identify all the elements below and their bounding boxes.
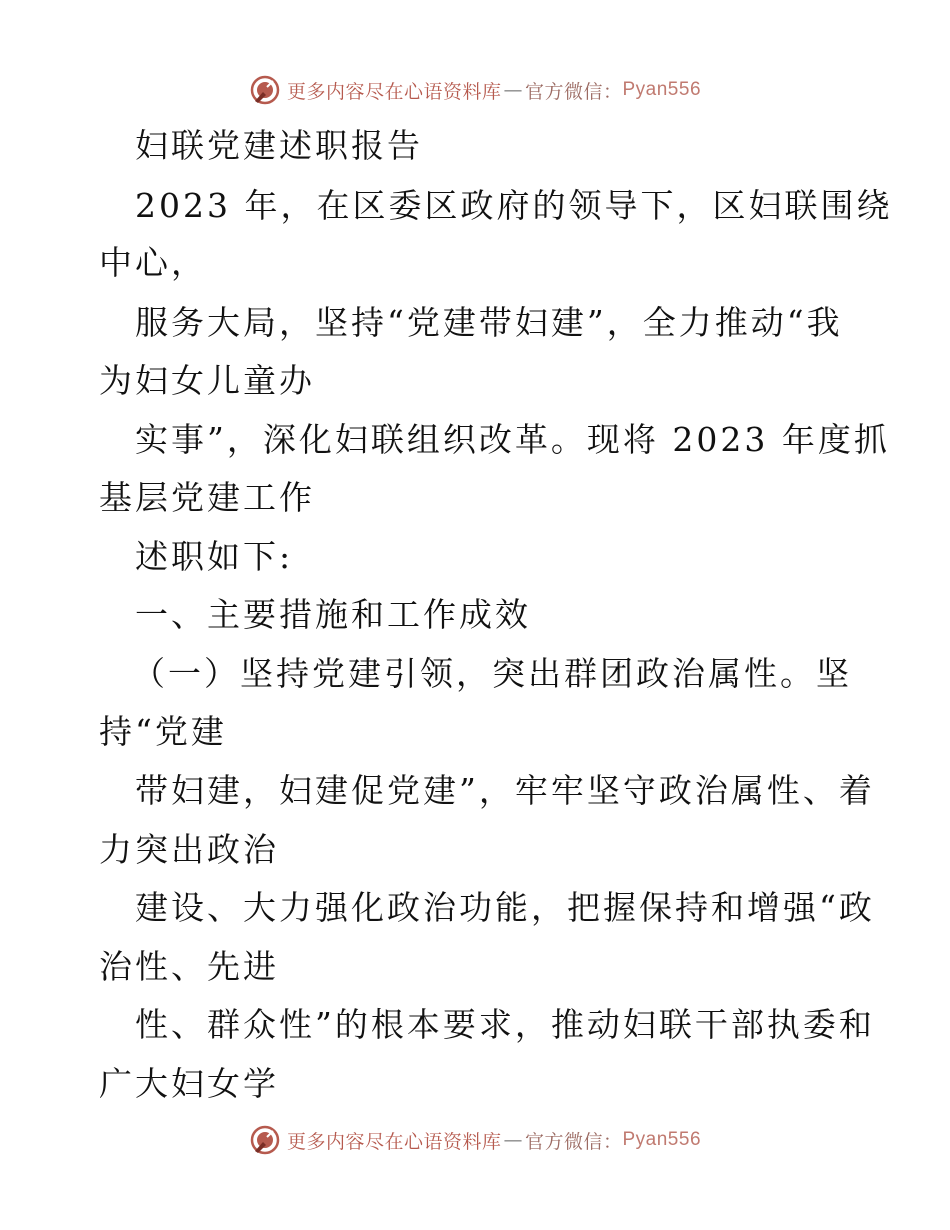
watermark-wechat-id: Pyan556 [622, 1129, 702, 1150]
body-line: 为妇女儿童办 [99, 361, 315, 400]
body-line: 性、群众性”的根本要求，推动妇联干部执委和 [135, 1005, 875, 1044]
body-line: 治性、先进 [99, 947, 279, 986]
watermark-wechat-label: 官方微信： [524, 80, 623, 103]
body-line: 力突出政治 [99, 830, 279, 869]
document-title: 妇联党建述职报告 [135, 126, 423, 165]
watermark-separator: — [503, 1129, 523, 1151]
body-line: 服务大局，坚持“党建带妇建”，全力推动“我 [135, 303, 843, 342]
body-line: 述职如下: [135, 537, 294, 576]
watermark-wechat-label: 官方微信： [524, 1130, 623, 1153]
watermark-separator: — [503, 79, 523, 101]
body-line: 带妇建，妇建促党建”，牢牢坚守政治属性、着 [135, 771, 875, 810]
watermark-text: 更多内容尽在心语资料库 [286, 80, 502, 103]
body-line: 2023 年，在区委区政府的领导下，区妇联围绕 [135, 186, 893, 225]
body-line: 实事”，深化妇联组织改革。现将 2023 年度抓 [135, 420, 890, 459]
section-heading: 一、主要措施和工作成效 [135, 595, 531, 634]
watermark-wechat-id: Pyan556 [622, 79, 702, 100]
body-line: 中心， [99, 243, 207, 282]
body-line: 基层党建工作 [99, 478, 315, 517]
pen-seal-icon [249, 1124, 281, 1156]
body-line: 广大妇女学 [99, 1064, 279, 1103]
body-line: 建设、大力强化政治功能，把握保持和增强“政 [135, 888, 875, 927]
body-line: 持“党建 [99, 712, 227, 751]
watermark-text: 更多内容尽在心语资料库 [286, 1130, 502, 1153]
subsection-heading: （一）坚持党建引领，突出群团政治属性。坚 [132, 654, 852, 693]
watermark-banner-bottom [0, 1120, 950, 1160]
